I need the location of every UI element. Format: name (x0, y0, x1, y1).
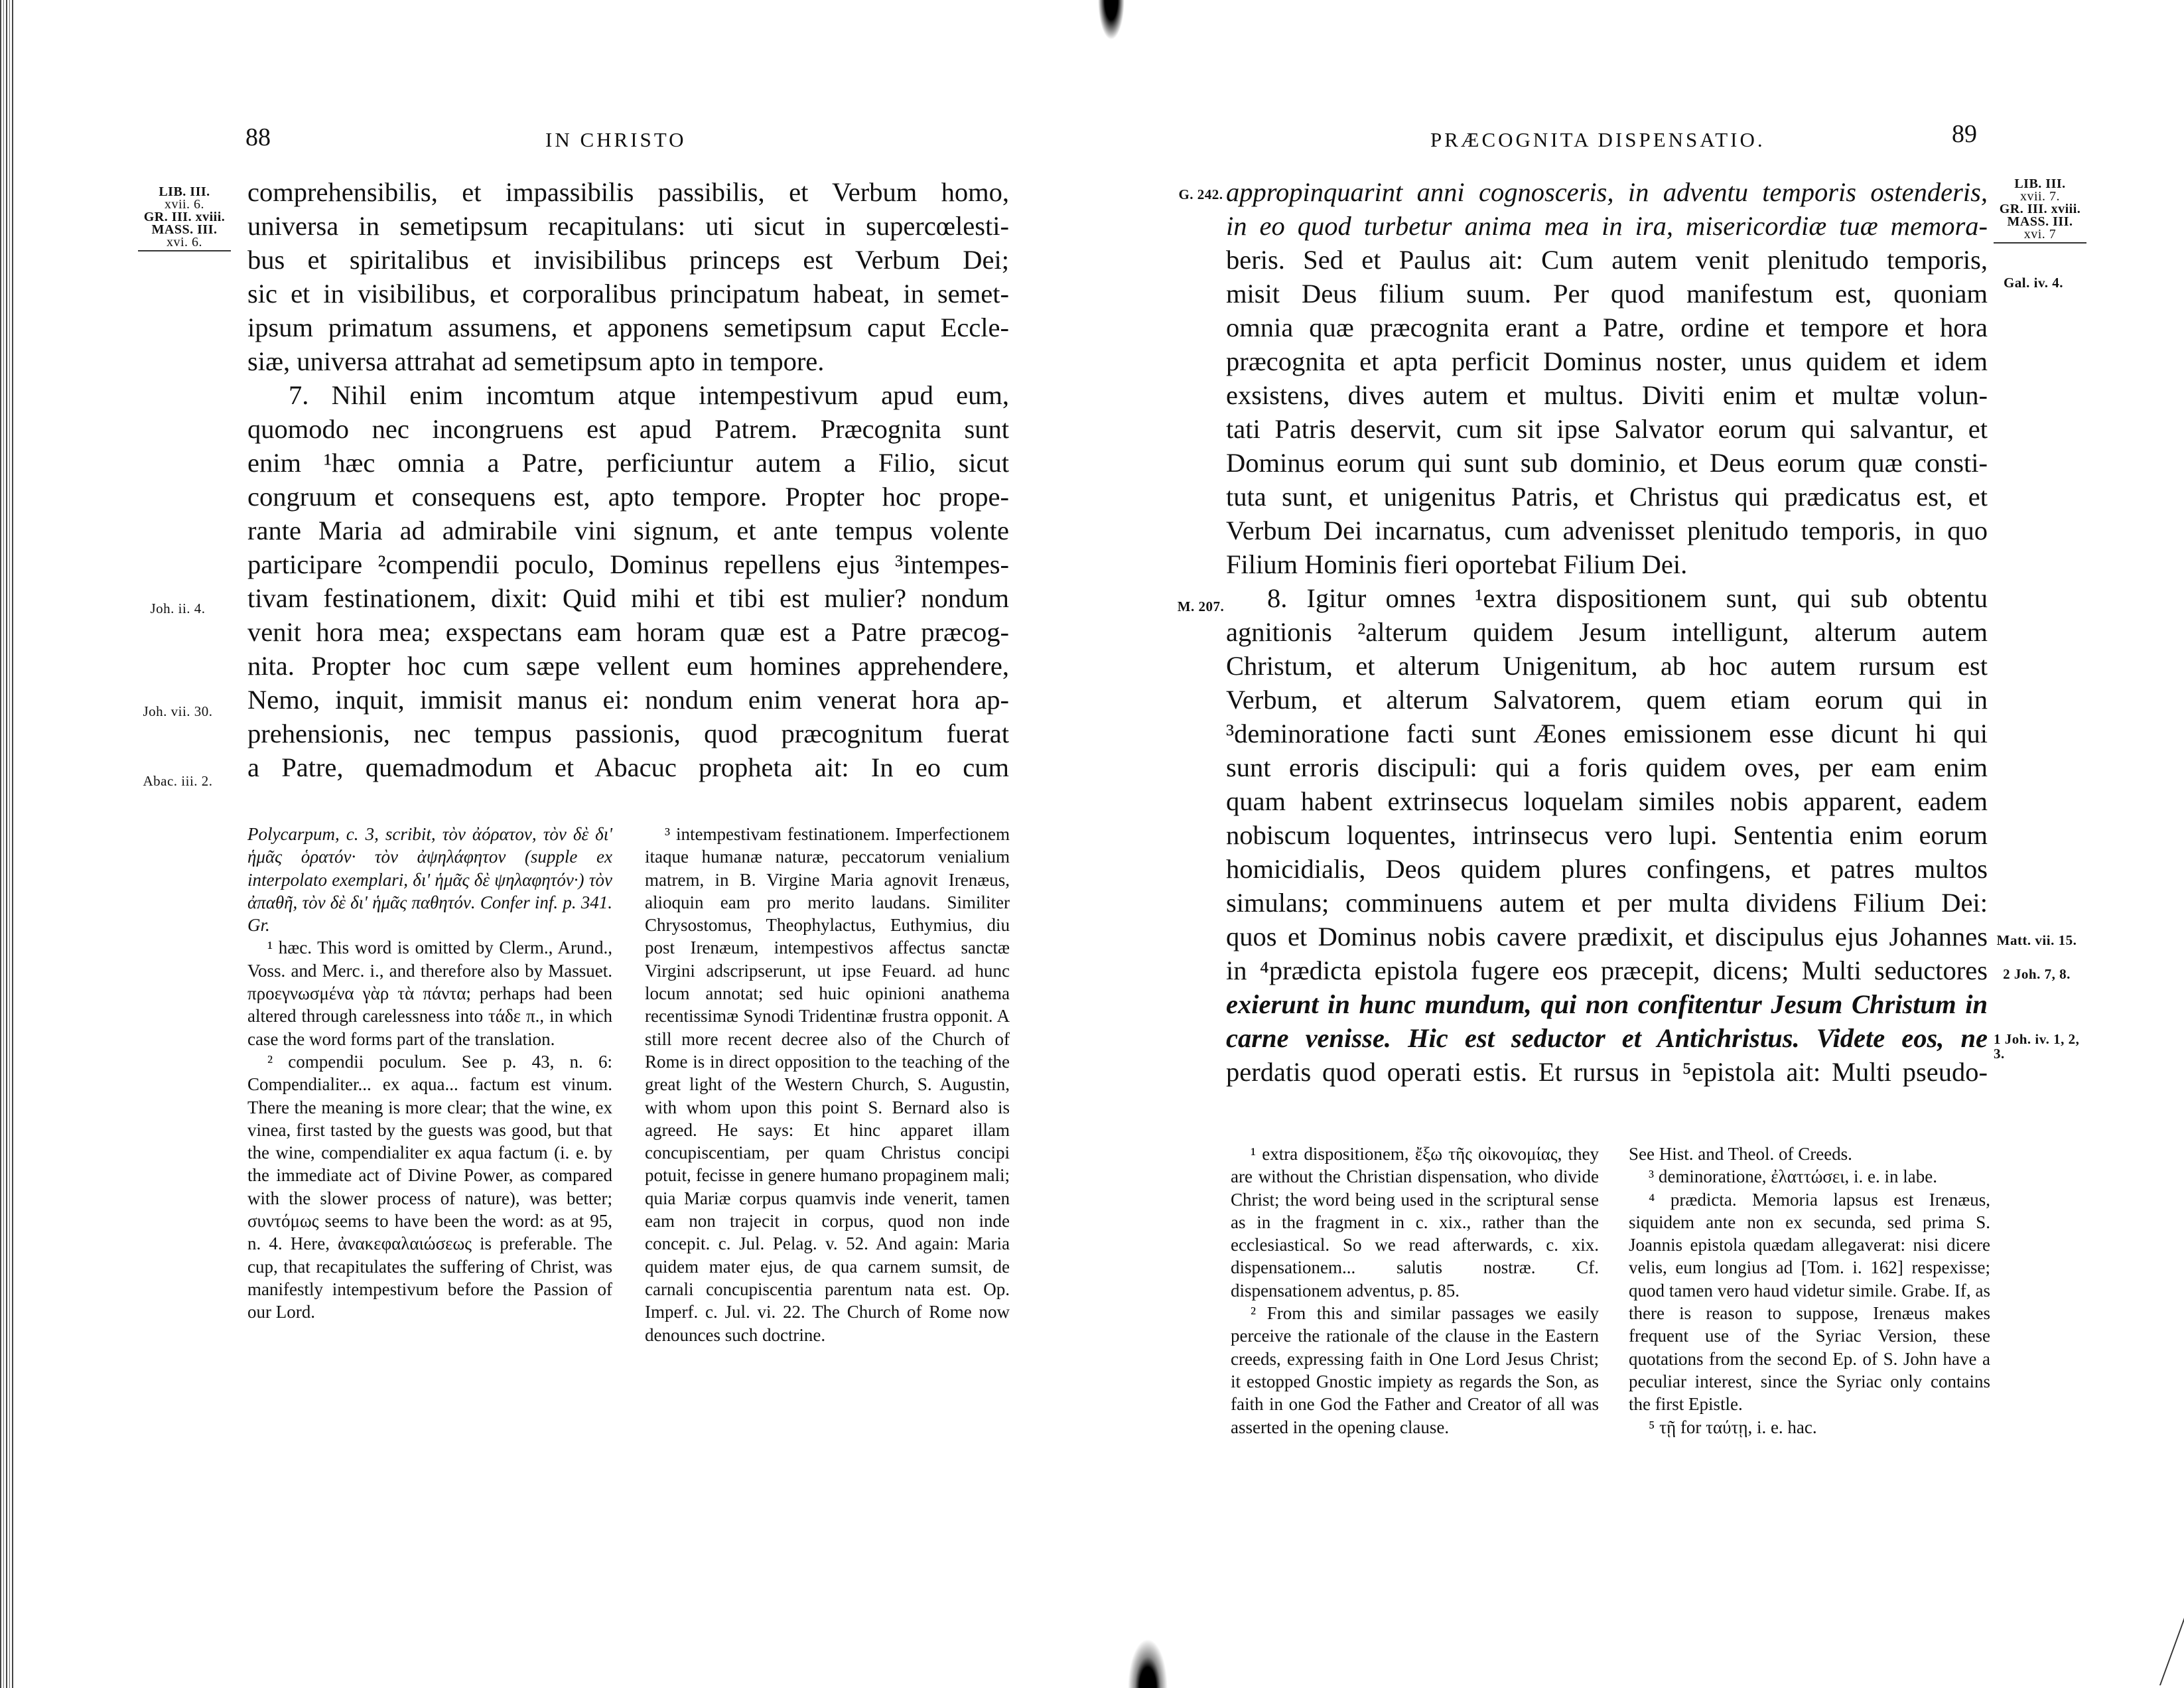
footnote: ¹ hæc. This word is omitted by Clerm., Arund., Voss. and Merc. i., and therefore also by Massuet. προεγνωσμένα γὰρ τὰ πάντα; perhaps had been altered through carelessness into τάδε π., in which case the word forms part of the translation. (247, 938, 612, 1049)
text-line: Filium Hominis fieri oportebat Filium Dei. (1226, 549, 1688, 579)
footnote: ² compendii poculum. See p. 43, n. 6: Compendialiter... ex aqua... factum est vinum. There the meaning is more clear; that the wine, ex vinea, first tasted by the guests was good, but that the wine, compendialiter ex aqua factum (i. e. by the immediate act of Divine Power, as compared with the slower process of nature), was better; συντόμως seems to have been the word: as at 95, n. 4. Here, ἀνακεφαλαιώσεως is preferable. The cup, that recapitulates the suffering of Christ, was manifestly intempestivum before the Passion of our Lord. (247, 1051, 612, 1322)
right-footnotes-col1 (1231, 1143, 1599, 1439)
text-line: a Patre, quemadmodum et Abacuc propheta ait: In eo cum (247, 752, 1009, 782)
text-line: præcognita et apta perficit Dominus noster, unus quidem et idem (1226, 346, 1988, 376)
text-line: in eo quod turbetur anima mea in ira, misericordiæ tuæ memora- (1226, 211, 1988, 241)
left-margin-ref-abac: Abac. iii. 2. (143, 773, 213, 789)
text-line: sic et in visibilibus, et corporalibus principatum habeat, in semet- (247, 279, 1009, 309)
text-line: venit hora mea; exspectans eam horam quæ est a Patre præcog- (247, 617, 1009, 647)
right-margin-ref-m207: M. 207. (1177, 598, 1225, 614)
text-line: Nemo, inquit, immisit manus ei: nondum enim venerat hora ap- (247, 685, 1009, 715)
left-page (0, 0, 1075, 1688)
text-line: bus et spiritalibus et invisibilibus princeps est Verbum Dei; (247, 245, 1009, 275)
text-line: beris. Sed et Paulus ait: Cum autem venit plenitudo temporis, (1226, 245, 1988, 275)
right-footnotes-col2 (1629, 1143, 1990, 1439)
footnote: ⁵ τῇ for ταύτῃ, i. e. hac. (1649, 1417, 1817, 1437)
text-line: tati Patris deservit, cum sit ipse Salvator eorum qui salvantur, et (1226, 414, 1988, 444)
text-line: agnitionis ²alterum quidem Jesum intelligunt, alterum autem (1226, 617, 1988, 647)
right-margin-ref-top: LIB. III. xvii. 7. GR. III. xviii. MASS. III. xvi. 7 (1994, 178, 2086, 244)
text-line: participare ²compendii poculo, Dominus repellens ejus ³intempes- (247, 549, 1009, 579)
text-line: prehensionis, nec tempus passionis, quod præcognitum fuerat (247, 719, 1009, 748)
text-line: tivam festinationem, dixit: Quid mihi et tibi est mulier? nondum (247, 583, 1009, 613)
right-margin-ref-matt: Matt. vii. 15. (1996, 932, 2077, 948)
text-line: perdatis quod operati estis. Et rursus in ⁵epistola ait: Multi pseudo- (1226, 1057, 1988, 1087)
text-line: quam habent extrinsecus loquelam similes nobis apparent, eadem (1226, 786, 1988, 816)
text-line: sunt erroris discipuli: qui a foris quidem oves, per eam enim (1226, 752, 1988, 782)
text-line: Verbum Dei incarnatus, cum advenisset plenitudo temporis, in quo (1226, 516, 1988, 545)
text-line: homicidialis, Deos quidem plures confingens, et patres multos (1226, 854, 1988, 884)
text-line: quomodo nec incongruens est apud Patrem. Præcognita sunt (247, 414, 1009, 444)
left-margin-ref-top: LIB. III. xvii. 6. GR. III. xviii. MASS. III. xvi. 6. (138, 186, 231, 251)
text-line: 7. Nihil enim incomtum atque intempestivum apud eum, (289, 380, 1009, 410)
text-line: Dominus eorum qui sunt sub dominio, et Deus eorum quæ consti- (1226, 448, 1988, 478)
left-running-title: IN CHRISTO (545, 128, 687, 151)
text-line: comprehensibilis, et impassibilis passibilis, et Verbum homo, (247, 177, 1009, 207)
text-line: enim ¹hæc omnia a Patre, perficiuntur autem a Filio, sicut (247, 448, 1009, 478)
footnote: ³ deminoratione, ἐλαττώσει, i. e. in labe. (1649, 1166, 1937, 1187)
left-main-text (247, 175, 1009, 784)
left-page-number: 88 (245, 123, 271, 151)
text-line: quos et Dominus nobis cavere prædixit, et discipulus ejus Johannes (1226, 922, 1988, 951)
text-line: nobiscum loquentes, intrinsecus vero lupi. Sententia enim eorum (1226, 820, 1988, 850)
text-line: carne venisse. Hic est seductor et Antichristus. Videte eos, ne (1226, 1023, 1988, 1053)
footnote: See Hist. and Theol. of Creeds. (1629, 1144, 1852, 1164)
footnote: ¹ extra dispositionem, ἔξω τῆς οἰκονομίας, they are without the Christian dispensation, who divide Christ; the word being used in the scriptural sense as in the fragment in c. xix., rather than the ecclesiastical. So we read afterwards, c. xix. dispensationem... salutis nostræ. Cf. dispensationem adventus, p. 85. (1231, 1144, 1599, 1301)
footnote: ² From this and similar passages we easily perceive the rationale of the clause in the Eastern creeds, expressing faith in One Lord Jesus Christ; it estopped Gnostic impiety as regards the Son, as faith in one God the Father and Creator of all was asserted in the opening clause. (1231, 1303, 1599, 1437)
text-line: tuta sunt, et unigenitus Patris, et Christus qui prædicatus est, et (1226, 482, 1988, 512)
left-footnotes-col2 (645, 823, 1010, 1346)
right-page (1101, 0, 2184, 1688)
text-line: 8. Igitur omnes ¹extra dispositionem sunt, qui sub obtentu (1267, 583, 1988, 613)
right-running-title: PRÆCOGNITA DISPENSATIO. (1430, 128, 1765, 151)
text-line: appropinquarint anni cognosceris, in adventu temporis ostenderis, (1226, 177, 1988, 207)
right-main-text (1226, 175, 1988, 1089)
footnote: ⁴ prædicta. Memoria lapsus est Irenæus, siquidem ante non ex secunda, sed prima S. Joannis epistola quædam allegaverat: nisi dicere velis, eum longius ad [Tom. i. 162] respexisse; quod tamen vero haud videtur simile. Grabe. If, as there is reason to suppose, Irenæus makes frequent use of the Syriac Version, these quotations from the second Ep. of S. John have a peculiar interest, since the Syriac only contains the first Epistle. (1629, 1189, 1990, 1415)
right-margin-ref-gal: Gal. iv. 4. (2003, 275, 2064, 291)
text-line: exierunt in hunc mundum, qui non confitentur Jesum Christum in (1226, 989, 1988, 1019)
right-margin-ref-2joh: 2 Joh. 7, 8. (2003, 966, 2071, 982)
left-footnotes-col1 (247, 823, 612, 1324)
right-margin-ref-g242: G. 242. (1178, 186, 1223, 202)
text-line: ipsum primatum assumens, et apponens semetipsum caput Eccle- (247, 313, 1009, 342)
footnote: Polycarpum, c. 3, scribit, τὸν ἀόρατον, τὸν δὲ δι' ἡμᾶς ὁρατόν· τὸν ἀψηλάφητον (supple ex interpolato exemplari, δι' ἡμᾶς δὲ ψηλαφητόν·) τὸν ἀπαθῆ, τὸν δὲ δι' ἡμᾶς παθητόν. Confer inf. p. 341. Gr. (247, 824, 612, 936)
text-line: simulans; comminuens autem et per multa dividens Filium Dei: (1226, 888, 1988, 918)
footnote: ³ intempestivam festinationem. Imperfectionem itaque humanæ naturæ, peccatorum venialium matrem, in B. Virgine Maria agnovit Irenæus, alioquin eam pro merito laudans. Similiter Chrysostomus, Theophylactus, Euthymius, diu post Irenæum, intempestivos affectus sanctæ Virgini adscripserunt, ut ipse Feuard. ad hunc locum annotat; sed huic opinioni anathema recentissimæ Synodi Tridentinæ frustra opponit. A still more recent decree also of the Church of Rome is in direct opposition to the teaching of the great light of the Western Church, S. Augustin, with whom upon this point S. Bernard also is agreed. He says: Et hinc apparet illam concupiscentiam, per quam Christus concipi potuit, fecisse in genere humano propaginem mali; quia Mariæ corpus quamvis inde venerit, tamen eam non trajecit in corpus, quod non inde concepit. c. Jul. Pelag. v. 52. And again: Maria quidem mater ejus, de qua carnem sumsit, de carnali concupiscentia parentum nata est. Op. Imperf. c. Jul. vi. 22. The Church of Rome now denounces such doctrine. (645, 824, 1010, 1345)
text-line: Verbum, et alterum Salvatorem, quem etiam eorum qui in (1226, 685, 1988, 715)
text-line: universa in semetipsum recapitulans: uti sicut in supercœlesti- (247, 211, 1009, 241)
text-line: exsistens, dives autem et multus. Diviti enim et multæ volun- (1226, 380, 1988, 410)
text-line: nita. Propter hoc cum sæpe vellent eum homines apprehendere, (247, 651, 1009, 681)
right-margin-ref-1joh: 1 Joh. iv. 1, 2, 3. (1994, 1031, 2080, 1062)
text-line: Christum, et alterum Unigenitum, ab hoc autem rursum est (1226, 651, 1988, 681)
text-line: omnia quæ præcognita erant a Patre, ordine et tempore et hora (1226, 313, 1988, 342)
left-margin-ref-joh-vii: Joh. vii. 30. (143, 703, 213, 719)
text-line: in ⁴prædicta epistola fugere eos præcepit, dicens; Multi seductores (1226, 955, 1988, 985)
text-line: siæ, universa attrahat ad semetipsum apto in tempore. (247, 346, 825, 376)
left-margin-ref-joh-ii: Joh. ii. 4. (150, 600, 206, 616)
text-line: misit Deus filium suum. Per quod manifestum est, quoniam (1226, 279, 1988, 309)
text-line: congruum et consequens est, apto tempore. Propter hoc prope- (247, 482, 1009, 512)
text-line: rante Maria ad admirabile vini signum, et ante tempus volente (247, 516, 1009, 545)
text-line: ³deminoratione facti sunt Æones emissionem esse dicunt hi qui (1226, 719, 1988, 748)
right-page-number: 89 (1952, 120, 1977, 148)
